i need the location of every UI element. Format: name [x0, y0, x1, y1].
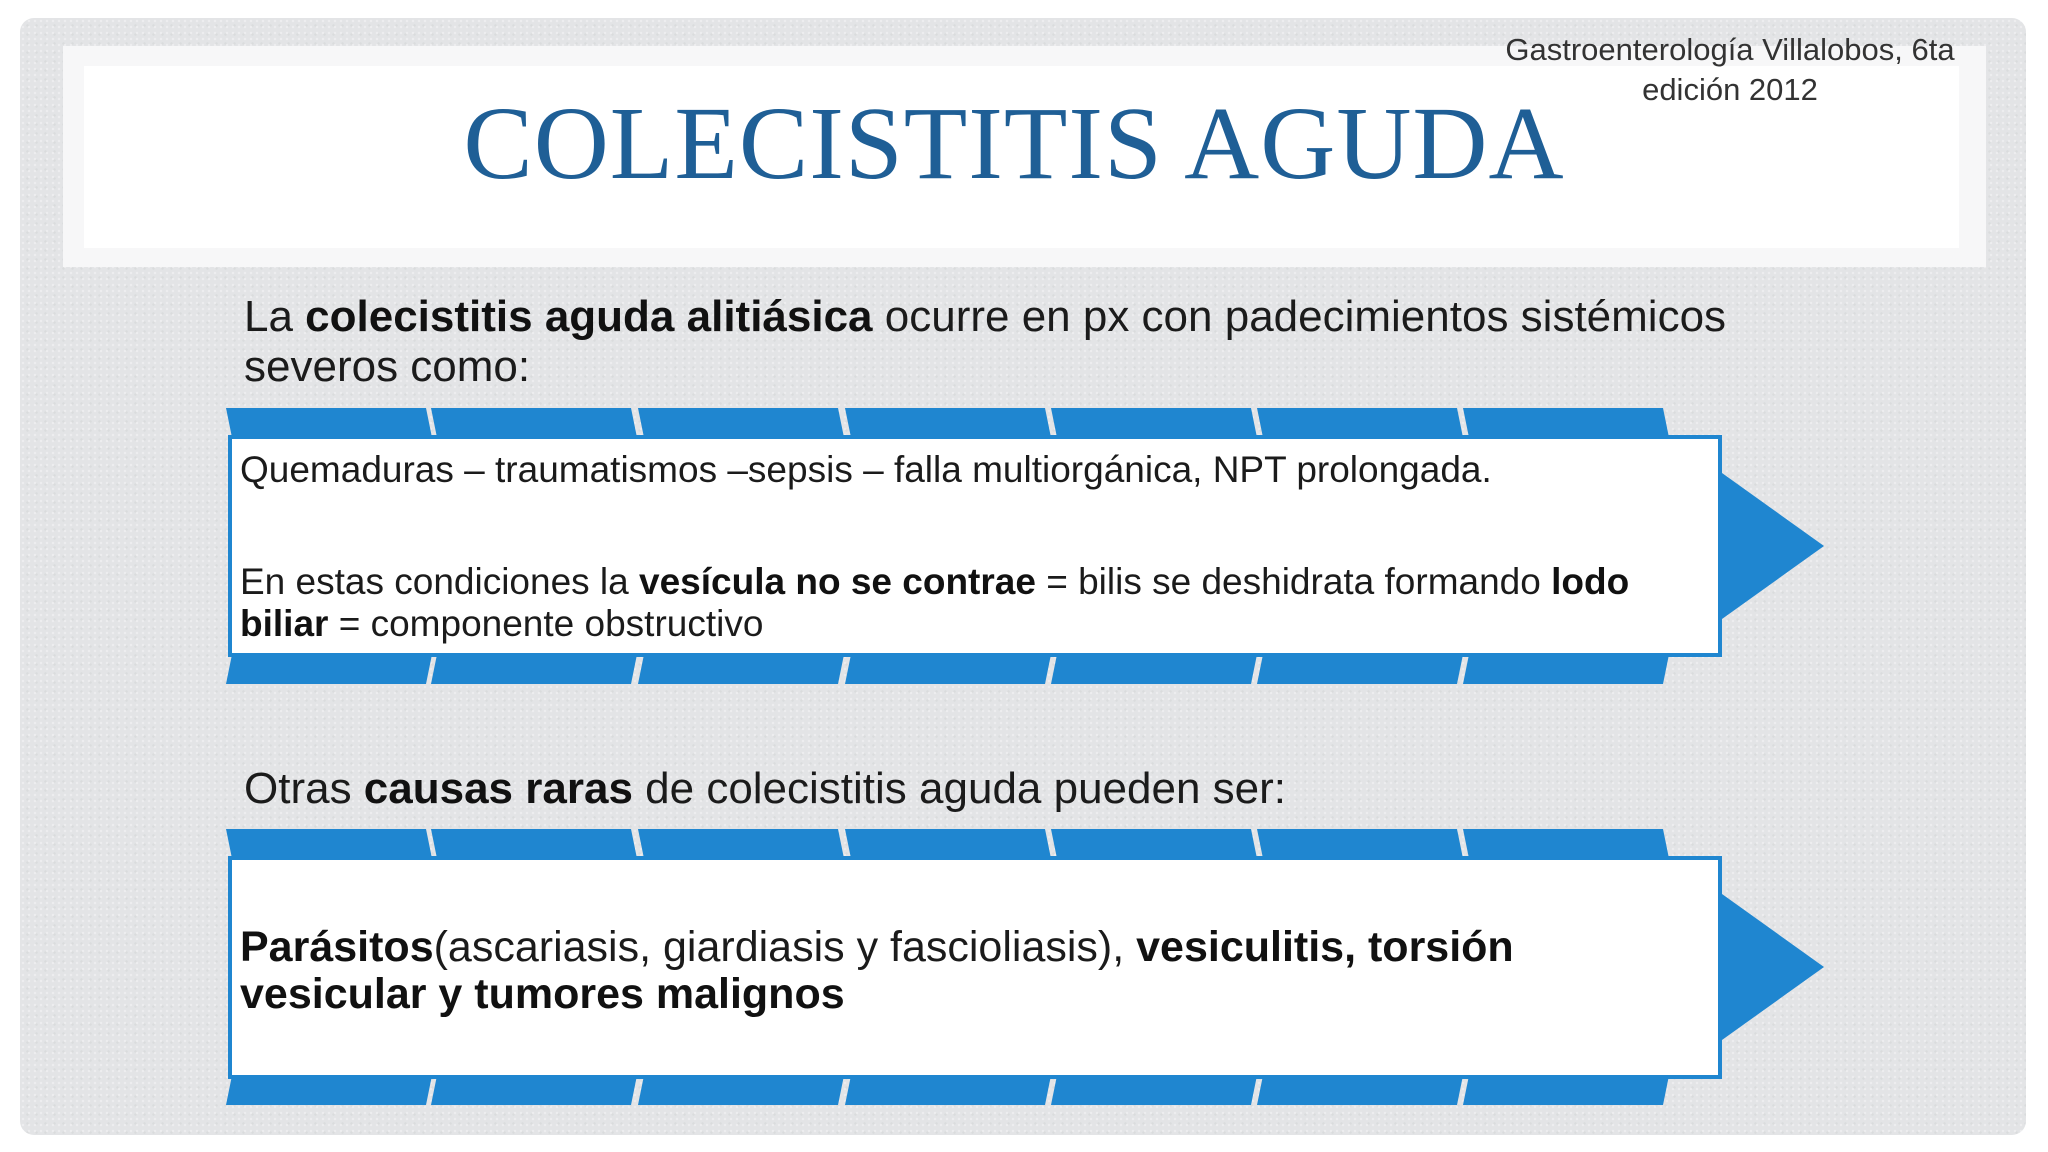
slide-title: COLECISTITIS AGUDA [463, 86, 1565, 201]
section1-text-box [228, 435, 1722, 657]
arrow-tip [1722, 894, 1824, 1040]
section1-item-2 [240, 561, 1700, 645]
section1-lead-bold: colecistitis aguda alitiásica [305, 292, 873, 341]
section2-item-mid: (ascariasis, giardiasis y fascioliasis), [433, 923, 1137, 971]
section1-item-2-mid: = bilis se deshidrata formando [1035, 561, 1552, 602]
section2-text-box [228, 856, 1722, 1079]
section1-item-2-bold-2: lodo biliar [240, 561, 1630, 644]
section1-item-2-bold-1: vesícula no se contrae [639, 561, 1036, 602]
section1-item-2-pre: En estas condiciones la [240, 561, 640, 602]
section1-item-1: Quemaduras – traumatismos –sepsis – falla multiorgánica, NPT prolongada. [240, 449, 1492, 490]
arrow-tip [1722, 473, 1824, 619]
source-line-2: edición 2012 [1642, 72, 1818, 107]
section2-lead-bold: causas raras [363, 764, 633, 813]
section2-lead-post: de colecistitis aguda pueden ser: [632, 764, 1287, 813]
section2-item-bold-1: Parásitos [240, 923, 434, 971]
section2-lead-pre: Otras [244, 764, 364, 813]
section1-lead-post: ocurre en px con padecimientos sistémicos severos como: [244, 292, 1727, 391]
source-line-1: Gastroenterología Villalobos, 6ta [1505, 32, 1955, 67]
section1-lead-pre: La [244, 292, 306, 341]
section2-item [240, 924, 1700, 1018]
section2-item-bold-2: vesiculitis, torsión vesicular y tumores malignos [240, 923, 1514, 1018]
section1-item-2-post: = componente obstructivo [328, 603, 764, 644]
